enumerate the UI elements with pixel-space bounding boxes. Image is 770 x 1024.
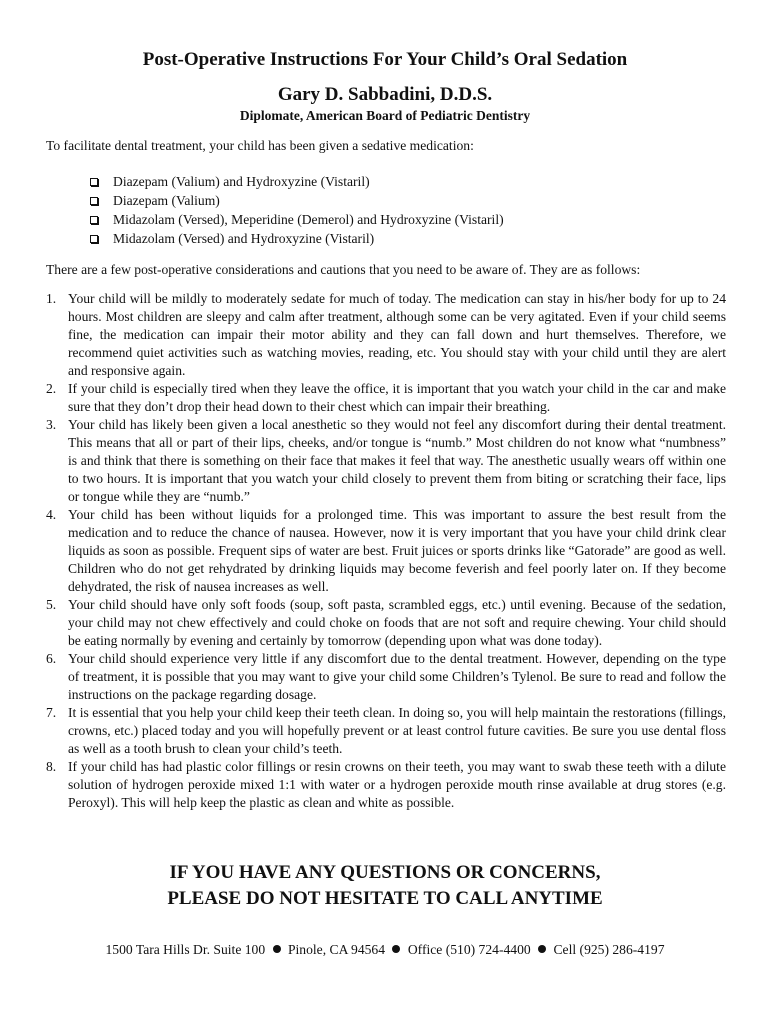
- instruction-text: Your child should have only soft foods (soup, soft pasta, scrambled eggs, etc.) until evening. Because of the sedation, your child may not chew effectively and could choke on foods that are not soft and require chewing. Your child should be eating normally by evening and certainly by tomorrow (depending upon what was done today).: [68, 597, 726, 648]
- considerations-text: There are a few post-operative considerations and cautions that you need to be aware of. They are as follows:: [46, 262, 641, 277]
- footer-city: Pinole, CA 94564: [287, 942, 386, 957]
- bullet-dot-icon: [273, 945, 281, 953]
- instruction-number: 2.: [46, 381, 57, 396]
- instruction-number: 7.: [46, 705, 57, 720]
- instruction-list: [46, 290, 726, 812]
- bullet-dot-icon: [392, 945, 400, 953]
- instruction-item: [46, 380, 726, 416]
- medication-item: [88, 229, 648, 248]
- instruction-item: [46, 650, 726, 704]
- checkbox-icon: [90, 235, 98, 243]
- doctor-credential: Diplomate, American Board of Pediatric Dentistry: [239, 108, 531, 123]
- instruction-number: 8.: [46, 759, 57, 774]
- instruction-item: [46, 290, 726, 380]
- instruction-text: If your child is especially tired when they leave the office, it is important that you watch your child in the car and make sure that they don’t drop their head down to their chest which can impair their breathing.: [68, 381, 726, 414]
- medication-label: Diazepam (Valium) and Hydroxyzine (Vistaril): [113, 174, 370, 189]
- checkbox-icon: [90, 216, 98, 224]
- callout-line-1: IF YOU HAVE ANY QUESTIONS OR CONCERNS,: [169, 862, 601, 883]
- contact-footer: [0, 941, 770, 959]
- medication-label: Midazolam (Versed) and Hydroxyzine (Vistaril): [113, 231, 375, 246]
- instruction-item: [46, 704, 726, 758]
- contact-callout: [0, 860, 770, 912]
- instruction-item: [46, 758, 726, 812]
- instruction-number: 1.: [46, 291, 57, 306]
- instruction-item: [46, 506, 726, 596]
- instruction-number: 5.: [46, 597, 57, 612]
- checkbox-icon: [90, 197, 98, 205]
- medication-item: [88, 210, 648, 229]
- instruction-number: 3.: [46, 417, 57, 432]
- page-title: Post-Operative Instructions For Your Child’s Oral Sedation: [142, 49, 628, 70]
- doctor-name: Gary D. Sabbadini, D.D.S.: [277, 84, 493, 105]
- instruction-number: 6.: [46, 651, 57, 666]
- instruction-item: [46, 416, 726, 506]
- instruction-text: Your child will be mildly to moderately sedate for much of today. The medication can stay in his/her body for up to 24 hours. Most children are sleepy and calm after treatment, although some can be very agitated. Even if your child seems fine, the medication can impair their motor ability and they can fall down and hurt themselves. Therefore, we recommend quiet activities such as watching movies, reading, etc. You should stay with your child until they are alert and responsive again.: [68, 291, 726, 378]
- medication-item: [88, 172, 648, 191]
- medication-list: [88, 172, 648, 248]
- instruction-item: [46, 596, 726, 650]
- instruction-text: If your child has had plastic color fillings or resin crowns on their teeth, you may want to swab these teeth with a dilute solution of hydrogen peroxide mixed 1:1 with water or a hydrogen peroxide mouth rinse available at drug stores (e.g. Peroxyl). This will help keep the plastic as clean and white as possible.: [68, 759, 726, 810]
- instruction-text: Your child should experience very little if any discomfort due to the dental treatment. However, depending on the type of treatment, it is possible that you may want to give your child some Children’s Tylenol. Be sure to read and follow the instructions on the package regarding dosage.: [68, 651, 726, 702]
- footer-address: 1500 Tara Hills Dr. Suite 100: [105, 942, 266, 957]
- footer-cell-phone: Cell (925) 286-4197: [553, 942, 665, 957]
- footer-office-phone: Office (510) 724-4400: [407, 942, 531, 957]
- instruction-text: It is essential that you help your child keep their teeth clean. In doing so, you will help maintain the restorations (fillings, crowns, etc.) placed today and you will hopefully prevent or at least control future cavities. Be sure you use dental floss as well as a tooth brush to clean your child’s teeth.: [68, 705, 726, 756]
- medication-label: Midazolam (Versed), Meperidine (Demerol) and Hydroxyzine (Vistaril): [113, 212, 504, 227]
- instruction-text: Your child has likely been given a local anesthetic so they would not feel any discomfort during their dental treatment. This means that all or part of their lips, cheeks, and/or tongue is “numb.” Most children do not know what “numbness” is and think that there is something on their face that makes it feel that way. The anesthetic usually wears off within one to two hours. It is important that you watch your child closely to prevent them from biting or scratching their face, lips or tongue while they are “numb.”: [68, 417, 726, 504]
- medication-label: Diazepam (Valium): [113, 193, 220, 208]
- instruction-text: Your child has been without liquids for a prolonged time. This was important to assure the best result from the medication and to reduce the chance of nausea. However, now it is very important that you have your child drink clear liquids as soon as possible. Frequent sips of water are best. Fruit juices or sports drinks like “Gatorade” are good as well. Children who do not get rehydrated by drinking liquids may become feverish and feel poorly later on. If they become dehydrated, the risk of nausea increases as well.: [68, 507, 726, 594]
- intro-text: To facilitate dental treatment, your child has been given a sedative medication:: [46, 138, 474, 153]
- instruction-number: 4.: [46, 507, 57, 522]
- checkbox-icon: [90, 178, 98, 186]
- medication-item: [88, 191, 648, 210]
- bullet-dot-icon: [538, 945, 546, 953]
- callout-line-2: PLEASE DO NOT HESITATE TO CALL ANYTIME: [167, 888, 603, 909]
